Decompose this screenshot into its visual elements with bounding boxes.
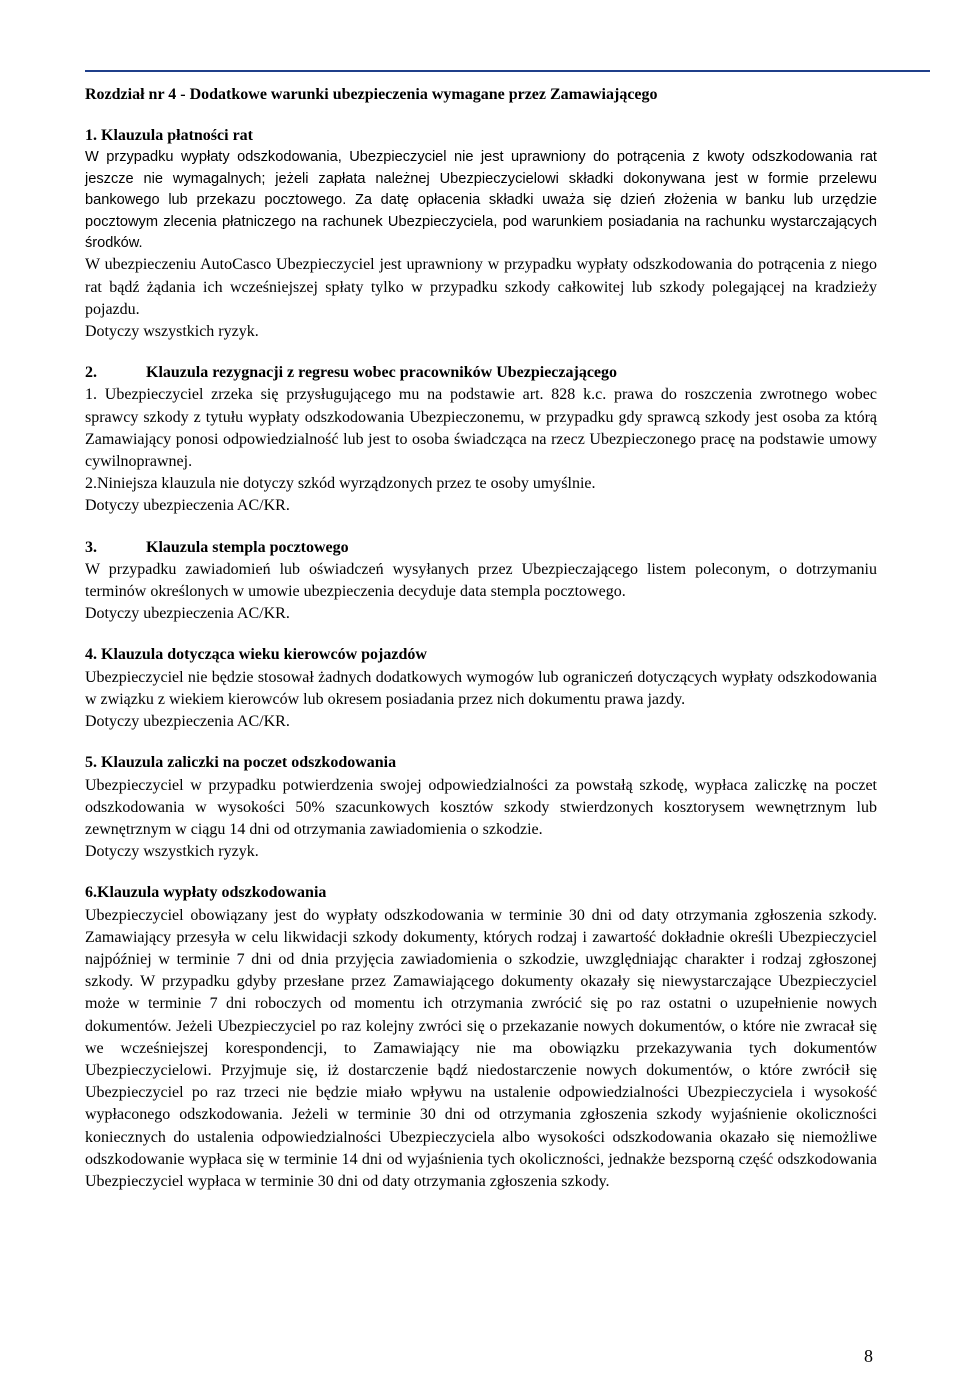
clause-6-heading: 6.Klauzula wypłaty odszkodowania — [85, 884, 327, 902]
clause-3-heading — [85, 537, 877, 559]
clause-1 — [85, 125, 877, 343]
clause-2-paragraph-2: 2.Niniejsza klauzula nie dotyczy szkód wyrządzonych przez te osoby umyślnie. — [85, 475, 596, 493]
clause-1-paragraph-2: W ubezpieczeniu AutoCasco Ubezpieczyciel jest uprawniony w przypadku wypłaty odszkodowania do potrącenia z niego rat bądź żądania ich wcześniejszej spłaty tylko w przypadku szkody całkowitej lub szkody polegającej na kradzieży pojazdu. — [85, 256, 877, 318]
clause-2 — [85, 362, 877, 517]
clause-2-paragraph-1: 1. Ubezpieczyciel zrzeka się przysługującego mu na podstawie art. 828 k.c. prawa do roszczenia zwrotnego wobec sprawcy szkody z tytułu wypłaty odszkodowania Ubezpieczonemu, w przypadku gdy sprawcą szkody jest osoba za którą Zamawiający ponosi odpowiedzialność lub jest to osoba świadcząca na rzecz Ubezpieczonego pracę na podstawie umowy cywilnoprawnej. — [85, 386, 877, 471]
clause-3-paragraph-1: W przypadku zawiadomień lub oświadczeń wysyłanych przez Ubezpieczającego listem poleconym, o dotrzymaniu terminów określonych w umowie ubezpieczenia decyduje data stempla pocztowego. — [85, 560, 877, 601]
clause-4-paragraph-1: Ubezpieczyciel nie będzie stosował żadnych dodatkowych wymogów lub ograniczeń dotyczących wypłaty odszkodowania w związku z wiekiem kierowców lub okresem posiadania przez nich dokumentu prawa jazdy. — [85, 668, 877, 708]
clause-6 — [85, 882, 877, 1193]
clause-3-scope: Dotyczy ubezpieczenia AC/KR. — [85, 605, 290, 623]
clause-5 — [85, 752, 877, 863]
clause-2-number: 2. — [85, 364, 97, 382]
clause-3 — [85, 537, 877, 626]
page-number: 8 — [864, 1346, 873, 1366]
clause-2-title: Klauzula rezygnacji z regresu wobec pracowników Ubezpieczającego — [146, 364, 618, 382]
chapter-title: Rozdział nr 4 - Dodatkowe warunki ubezpieczenia wymagane przez Zamawiającego — [85, 86, 658, 103]
clause-5-scope: Dotyczy wszystkich ryzyk. — [85, 843, 259, 861]
clause-5-paragraph-1: Ubezpieczyciel w przypadku potwierdzenia swojej odpowiedzialności za powstałą szkodę, wypłaca zaliczkę na poczet odszkodowania w wysokości 50% szacunkowych kosztów szkody stwierdzonych kosztorysem wewnętrznym lub zewnętrznym w ciągu 14 dni od otrzymania zawiadomienia o szkodzie. — [85, 776, 877, 838]
document-page — [85, 84, 877, 1212]
clause-3-number: 3. — [85, 538, 97, 556]
clause-4-scope: Dotyczy ubezpieczenia AC/KR. — [85, 713, 290, 731]
clause-3-title: Klauzula stempla pocztowego — [146, 538, 349, 556]
clause-5-heading: 5. Klauzula zaliczki na poczet odszkodowania — [85, 754, 397, 772]
clause-4 — [85, 644, 877, 733]
clause-1-paragraph-1: W przypadku wypłaty odszkodowania, Ubezpieczyciel nie jest uprawniony do potrącenia z kwoty odszkodowania rat jeszcze nie wymagalnych; jeżeli zapłata należnej Ubezpieczycielowi składki dokonywana jest w formie przelewu bankowego lub przekazu pocztowego. Za datę opłacenia składki uważa się dzień złożenia w banku lub urzędzie pocztowym zlecenia płatniczego na rachunek Ubezpieczyciela, pod warunkiem posiadania na rachunku wystarczających środków. — [85, 149, 877, 252]
clause-4-heading: 4. Klauzula dotycząca wieku kierowców pojazdów — [85, 646, 427, 664]
clause-6-paragraph-1: Ubezpieczyciel obowiązany jest do wypłaty odszkodowania w terminie 30 dni od daty otrzymania zgłoszenia szkody. Zamawiający przesyła w celu likwidacji szkody dokumenty, których rodzaj i zawartość dokładnie określi Ubezpieczyciel najpóźniej w terminie 7 dni od dnia przyjęcia zawiadomienia o szkodzie, uwzględniając charakter i rodzaj zgłoszonej szkody. W przypadku gdyby przesłane przez Zamawiającego dokumenty okazały się niewystarczające Ubezpieczyciel może w terminie 7 dni roboczych od momentu ich otrzymania zwrócić się po raz ostatni o uzupełnienie nowych dokumentów. Jeżeli Ubezpieczyciel po raz kolejny zwróci się o przekazanie nowych dokumentów, o które nie zwracał się we wcześniejszej korespondencji, to Zamawiający nie ma obowiązku przekazywania tych dokumentów Ubezpieczycielowi. Przyjmuje się, iż dostarczenie bądź niedostarczenie nowych dokumentów, o które zwrócił się Ubezpieczyciel po raz trzeci nie będzie miało wpływu na ustalenie odpowiedzialności Ubezpieczyciela i wysokość wypłaconego odszkodowania. Jeżeli w terminie 30 dni od otrzymania zgłoszenia szkody wyjaśnienie okoliczności koniecznych do ustalenia odpowiedzialności Ubezpieczyciela albo wysokości odszkodowania okazało się niemożliwe odszkodowanie wypłaca się w terminie 14 dni od wyjaśnienia tych okoliczności, jednakże bezsporną część odszkodowania Ubezpieczyciel wypłaca w terminie 30 dni od daty otrzymania zgłoszenia szkody. — [85, 906, 877, 1190]
clause-2-heading — [85, 362, 877, 384]
clause-1-heading: 1. Klauzula płatności rat — [85, 127, 254, 145]
header-rule — [85, 70, 930, 72]
clause-1-scope: Dotyczy wszystkich ryzyk. — [85, 323, 259, 341]
clause-2-scope: Dotyczy ubezpieczenia AC/KR. — [85, 497, 290, 515]
